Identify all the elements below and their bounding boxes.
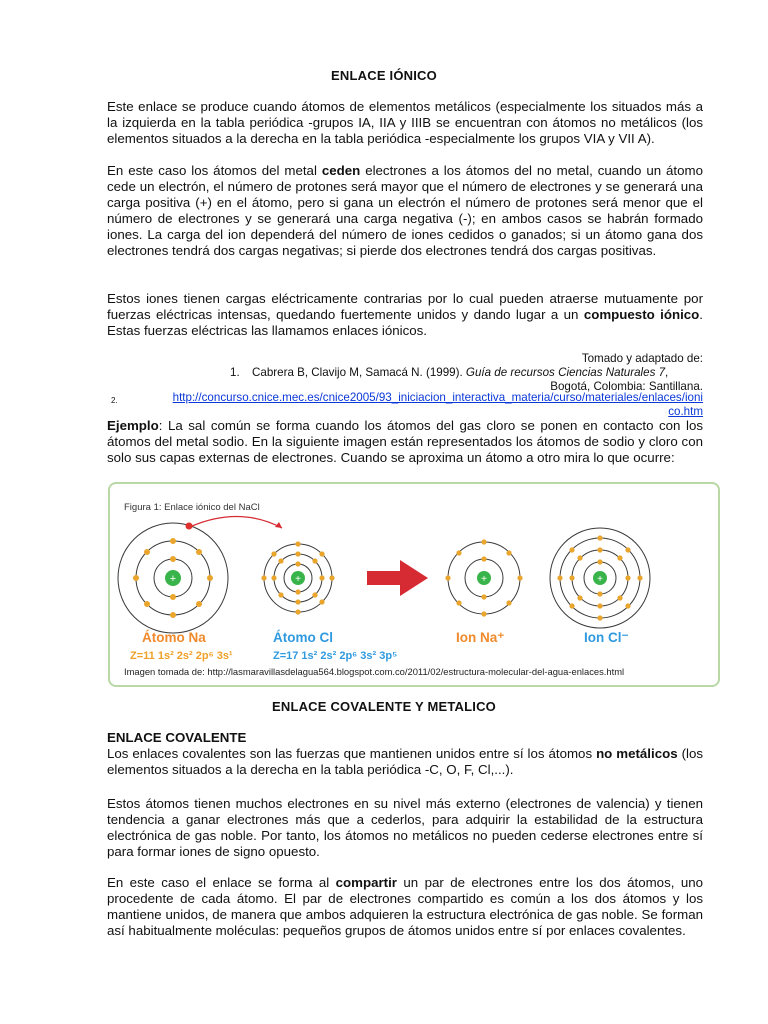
covalent-section-title: ENLACE COVALENTE Y METALICO — [271, 699, 496, 714]
covalent-p1-text-b: (los elementos situados a la derecha en la tabla periódica -C, O, F, Cl,...). — [107, 746, 703, 777]
reference-1-title: Guía de recursos Ciencias Naturales 7 — [465, 366, 666, 379]
covalent-paragraph-2: Estos átomos tienen muchos electrones en su nivel más externo (electrones de valencia) y tienen tendencia a ganar electrones más que a cederlos, para adquirir la estabilidad de la estructura electrónica de gas noble. Por tanto, los átomos no metálicos no pueden cederse electrones entre sí para formar iones de signo opuesto. — [107, 796, 703, 859]
covalent-paragraph-3 — [107, 875, 703, 939]
ion-cl-diagram — [550, 528, 650, 628]
nacl-figure — [108, 482, 720, 687]
reference-2-link[interactable] — [130, 391, 703, 418]
cl-nucleus-sign: + — [295, 574, 301, 585]
covalent-subtitle: ENLACE COVALENTE — [107, 730, 247, 745]
cl-ion-nucleus-sign: + — [597, 574, 603, 585]
example-paragraph — [107, 418, 703, 466]
reference-1 — [252, 366, 704, 380]
reference-1-comma: , — [665, 366, 669, 379]
figure-source: Imagen tomada de: http://lasmaravillasdelagua564.blogspot.com.co/2011/02/estructura-molecular-del-agua-enlaces.html — [124, 666, 625, 677]
config-na: Z=11 1s² 2s² 2p⁶ 3s¹ — [130, 650, 233, 662]
reaction-arrow — [367, 560, 428, 596]
ionic-paragraph-2 — [107, 163, 703, 258]
covalent-p3-text-b: un par de electrones entre los dos átomos, uno procedente de cada átomo. El par de electrones compartido es común a los dos átomos y los mantiene unidos, de manera que ambos adquieren la estructura electrónica de gas noble. Se forman así habitualmente moléculas: pequeños grupos de átomos unidos entre sí por enlaces covalentes. — [107, 875, 704, 938]
ionic-p3-text-a: Estos iones tienen cargas eléctricamente contrarias por lo cual pueden atraerse mutuamente por fuerzas eléctricas intensas, quedando fuertemente unidos y dando lugar a un — [107, 291, 703, 322]
ionic-p3-text-b: . Estas fuerzas eléctricas las llamamos enlaces iónicos. — [107, 306, 703, 338]
transfer-arrow — [192, 516, 282, 528]
reference-1-authors: Cabrera B, Clavijo M, Samacá N. (1999). — [252, 366, 466, 379]
atom-na-diagram — [118, 523, 228, 634]
ionic-p2-text-a: En este caso los átomos del metal — [107, 163, 322, 178]
atom-cl-diagram — [261, 541, 334, 614]
ion-na-diagram — [445, 539, 522, 616]
na-ion-nucleus-sign: + — [481, 574, 487, 585]
ionic-p2-text-b: electrones a los átomos del no metal, cuando un átomo cede un electrón, el número de protones será mayor que el número de electrones y se generará una carga positiva (+) en el átomo, pero si gana un electrón el número de protones será menor que el número de electrones y se generará una carga negativa (-); en ambos casos se habrán formado iones. La carga del ion dependerá del número de iones cedidos o ganados; si un átomo gana dos electrones tendrá dos cargas negativas; si pierde dos electrones tendrá dos cargas positivas. — [107, 163, 703, 258]
ionic-paragraph-1: Este enlace se produce cuando átomos de elementos metálicos (especialmente los situados más a la izquierda en la tabla periódica -grupos IA, IIA y IIIB se encuentran con átomos no metálicos (los elementos situados a la derecha en la tabla periódica -especialmente los grupos VIA y VII A). — [107, 99, 703, 146]
label-ion-cl: Ion Cl⁻ — [584, 630, 629, 645]
covalent-p1-bold: no metálicos — [596, 746, 678, 761]
example-text: : La sal común se forma cuando los átomos del gas cloro se ponen en contacto con los átomos del metal sodio. En la siguiente imagen están representados los átomos de sodio y cloro con solo sus capas externas de electrones. Cuando se aproxima un átomo a otro mira lo que ocurre: — [107, 418, 703, 465]
covalent-p3-bold: compartir — [335, 875, 397, 890]
label-ion-na: Ion Na⁺ — [456, 630, 505, 645]
na-nucleus-sign: + — [169, 573, 177, 585]
ionic-title: ENLACE IÓNICO — [331, 68, 437, 83]
figure-caption: Figura 1: Enlace iónico del NaCl — [124, 502, 260, 513]
label-atom-cl: Átomo Cl — [273, 630, 333, 645]
covalent-p1-text-a: Los enlaces covalentes son las fuerzas que mantienen unidos entre sí los átomos — [107, 746, 597, 761]
ionic-paragraph-3 — [107, 291, 703, 339]
covalent-paragraph-1 — [107, 746, 703, 778]
reference-2-link-line1[interactable]: http://concurso.cnice.mec.es/cnice2005/93_iniciacion_interactiva_materia/curso/materiales/enlaces/ioni — [172, 391, 703, 404]
config-cl: Z=17 1s² 2s² 2p⁶ 3s² 3p⁵ — [273, 650, 398, 662]
example-label: Ejemplo — [107, 418, 159, 433]
reference-1-number: 1. — [230, 366, 240, 379]
ionic-p3-bold: compuesto iónico — [583, 306, 700, 322]
reference-2-number: 2. — [111, 396, 118, 405]
label-atom-na: Átomo Na — [142, 630, 206, 645]
reference-2-link-line2[interactable]: co.htm — [668, 404, 703, 418]
ionic-p2-bold: ceden — [321, 163, 361, 178]
reference-1-publisher: Bogotá, Colombia: Santillana. — [550, 380, 703, 393]
reference-intro: Tomado y adaptado de: — [581, 352, 703, 365]
covalent-p3-text-a: En este caso el enlace se forma al — [107, 875, 336, 890]
transferred-electron — [186, 523, 193, 530]
